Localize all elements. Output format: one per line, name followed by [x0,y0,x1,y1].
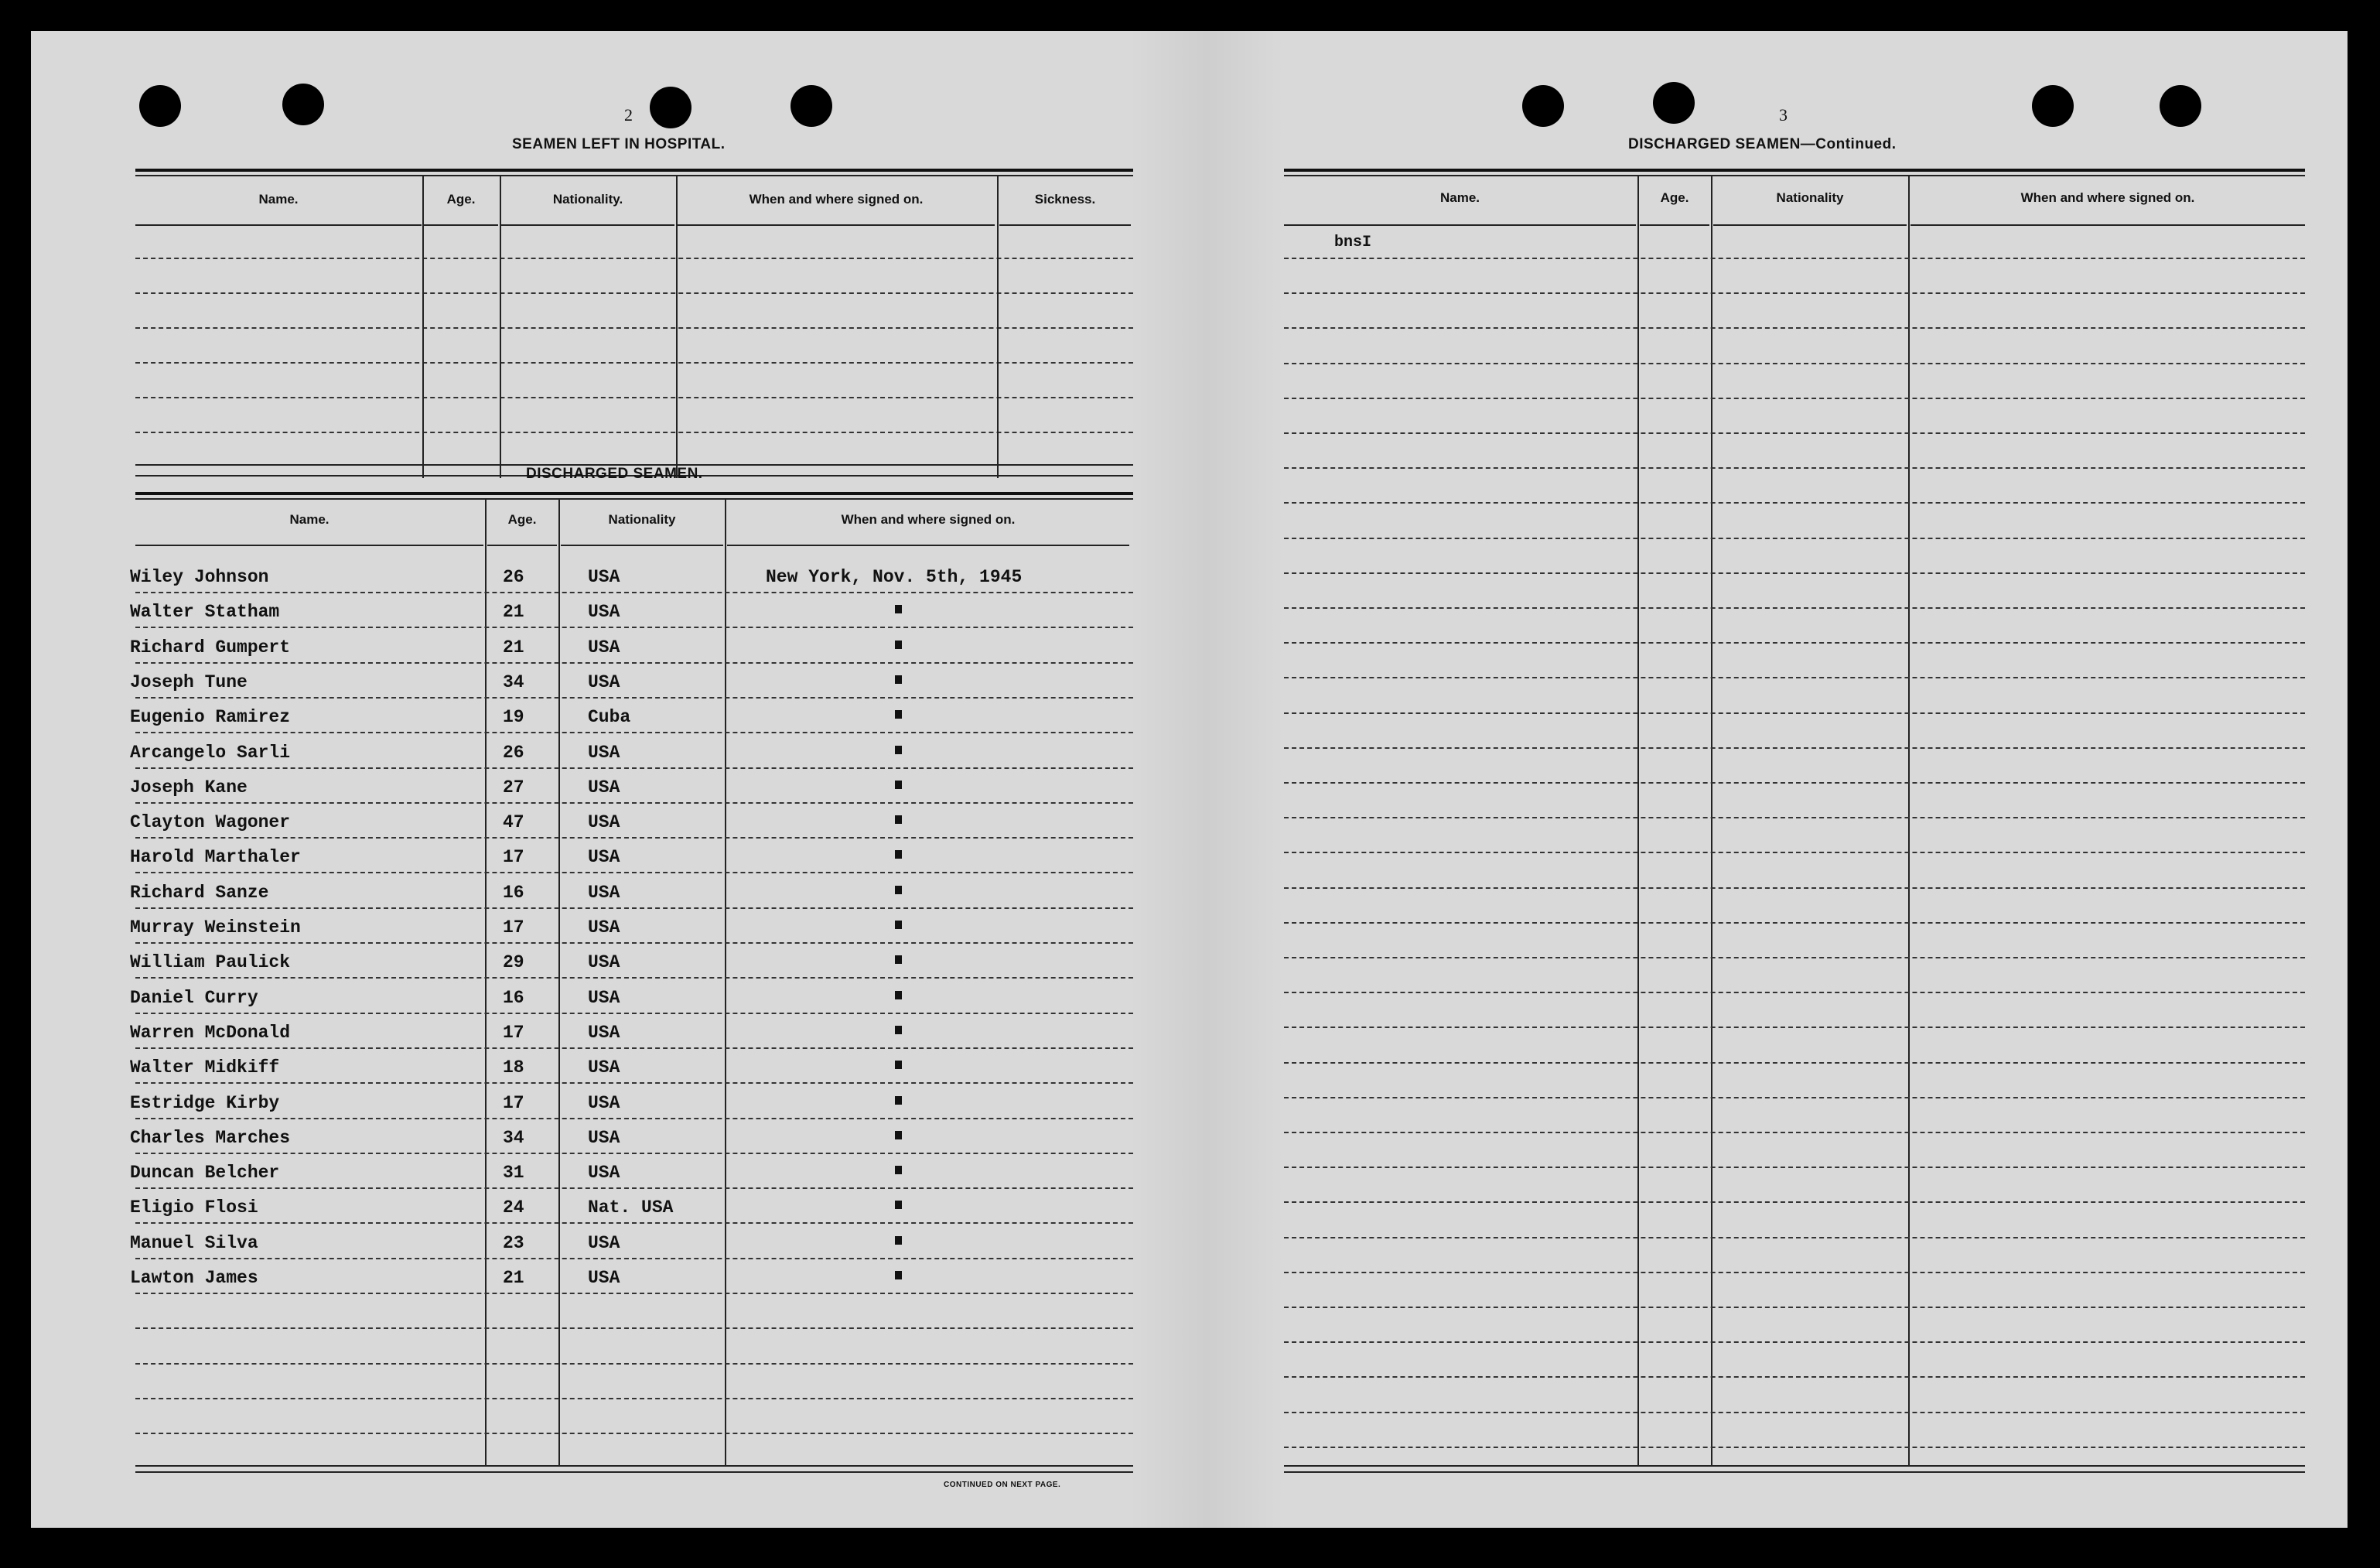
row-nationality: USA [588,637,620,658]
row-name: Walter Midkiff [130,1057,280,1078]
row-nationality: USA [588,1268,620,1288]
ditto-mark [895,886,902,894]
punch-hole [650,87,691,128]
page-gutter [1129,31,1284,1528]
row-name: Lawton James [130,1268,258,1288]
hospital-section-title: SEAMEN LEFT IN HOSPITAL. [512,136,726,152]
ditto-mark [895,850,902,859]
punch-hole [2160,85,2201,127]
right-col-age: Age. [1660,190,1689,205]
row-name: Estridge Kirby [130,1093,280,1113]
row-name: Eugenio Ramirez [130,707,291,727]
punch-hole [1653,82,1695,124]
row-nationality: USA [588,1023,620,1043]
row-name: Richard Gumpert [130,637,291,658]
punch-hole [282,84,324,125]
row-age: 17 [503,1093,524,1113]
row-nationality: USA [588,812,620,832]
right-col-name: Name. [1439,190,1480,205]
row-nationality: USA [588,1093,620,1113]
row-name: Richard Sanze [130,883,269,903]
ditto-mark [895,991,902,999]
page-number-left: 2 [624,105,633,125]
row-age: 23 [503,1233,524,1253]
right-section-title: DISCHARGED SEAMEN—Continued. [1628,136,1897,152]
ditto-mark [895,746,902,754]
ditto-mark [895,1061,902,1069]
row-nationality: USA [588,743,620,763]
ditto-mark [895,641,902,649]
row-name: Wiley Johnson [130,567,269,587]
row-nationality: USA [588,988,620,1008]
ditto-mark [895,605,902,613]
row-nationality: USA [588,952,620,972]
row-name: Charles Marches [130,1128,291,1148]
row-nationality: Nat. USA [588,1197,674,1218]
row-name: Daniel Curry [130,988,258,1008]
discharged-section-title: DISCHARGED SEAMEN. [526,466,703,482]
row-name: Murray Weinstein [130,917,301,938]
row-name: Walter Statham [130,602,280,622]
row-nationality: USA [588,1057,620,1078]
ditto-mark [895,710,902,719]
hospital-col-nationality: Nationality. [552,192,623,207]
ditto-mark [895,1166,902,1174]
punch-hole [790,85,832,127]
row-age: 16 [503,988,524,1008]
row-age: 29 [503,952,524,972]
hospital-col-signed-on: When and where signed on. [749,192,924,207]
row-name: William Paulick [130,952,291,972]
hospital-col-age: Age. [446,192,476,207]
row-age: 19 [503,707,524,727]
row-name: Clayton Wagoner [130,812,291,832]
discharged-col-nationality: Nationality [608,512,676,527]
row-age: 26 [503,743,524,763]
ledger-sheet [31,31,2348,1528]
row-age: 18 [503,1057,524,1078]
right-col-nationality: Nationality [1776,190,1844,205]
row-age: 16 [503,883,524,903]
row-age: 31 [503,1163,524,1183]
punch-hole [2032,85,2074,127]
ditto-mark [895,1236,902,1245]
row-age: 21 [503,1268,524,1288]
ditto-mark [895,815,902,824]
row-name: Duncan Belcher [130,1163,280,1183]
row-age: 17 [503,1023,524,1043]
row-age: 47 [503,812,524,832]
discharged-col-signed-on: When and where signed on. [841,512,1016,527]
row-name: Joseph Tune [130,672,248,692]
right-col-signed-on: When and where signed on. [2020,190,2195,205]
hospital-col-sickness: Sickness. [1034,192,1096,207]
ditto-mark [895,1271,902,1279]
ditto-mark [895,1026,902,1034]
row-nationality: USA [588,1163,620,1183]
row-age: 17 [503,917,524,938]
row-nationality: USA [588,847,620,867]
row-age: 21 [503,602,524,622]
discharged-col-age: Age. [507,512,537,527]
row-age: 27 [503,777,524,798]
row-nationality: Cuba [588,707,631,727]
ditto-mark [895,921,902,929]
row-nationality: USA [588,917,620,938]
ditto-mark [895,781,902,789]
row-age: 24 [503,1197,524,1218]
right-note: bnsI [1334,234,1372,251]
row-name: Manuel Silva [130,1233,258,1253]
right-top-rule [1284,169,2305,172]
row-signed-on: New York, Nov. 5th, 1945 [766,567,1023,587]
discharged-top-rule [135,492,1133,495]
ditto-mark [895,1096,902,1105]
row-nationality: USA [588,672,620,692]
page-number-right: 3 [1779,105,1788,125]
row-age: 26 [503,567,524,587]
ditto-mark [895,1131,902,1139]
row-nationality: USA [588,567,620,587]
row-name: Harold Marthaler [130,847,301,867]
row-name: Warren McDonald [130,1023,291,1043]
hospital-top-rule [135,169,1133,172]
row-age: 17 [503,847,524,867]
row-name: Eligio Flosi [130,1197,258,1218]
row-age: 34 [503,1128,524,1148]
row-nationality: USA [588,602,620,622]
discharged-col-name: Name. [289,512,330,527]
row-nationality: USA [588,1128,620,1148]
row-age: 21 [503,637,524,658]
ditto-mark [895,675,902,684]
continued-footer: CONTINUED ON NEXT PAGE. [944,1481,1061,1489]
punch-hole [1522,85,1564,127]
row-nationality: USA [588,1233,620,1253]
row-nationality: USA [588,883,620,903]
row-age: 34 [503,672,524,692]
ditto-mark [895,955,902,964]
row-name: Arcangelo Sarli [130,743,291,763]
ditto-mark [895,1201,902,1209]
hospital-col-name: Name. [258,192,299,207]
punch-hole [139,85,181,127]
row-nationality: USA [588,777,620,798]
row-name: Joseph Kane [130,777,248,798]
